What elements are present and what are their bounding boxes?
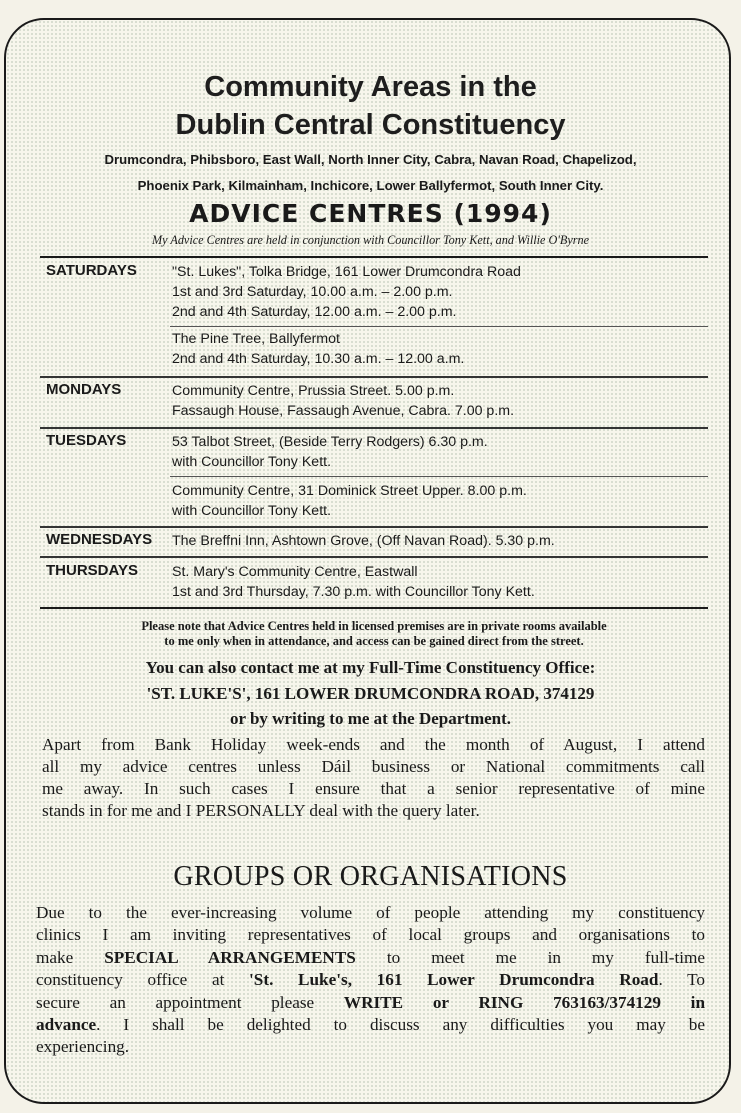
day-tuesdays: TUESDAYS [46,432,127,449]
write-or-ring-text: WRITE or RING 763163/374129 in [343,992,706,1012]
paragraph-line: stands in for me and I PERSONALLY deal with the query later. [42,801,480,820]
paragraph-line: Apart from Bank Holiday week-ends and the month of August, I attend [42,735,705,754]
text-run: . I shall be delighted to discuss any difficulties you may be [96,1014,705,1034]
text-run: . To [658,970,705,990]
entry-line: Fassaugh House, Fassaugh Avenue, Cabra. 7.00 p.m. [172,403,515,419]
paragraph-line [36,969,705,991]
text-run: make [36,947,74,967]
tuesdays-entry-2 [172,481,527,521]
title-line-2: Dublin Central Constituency [175,109,566,141]
entry-line: "St. Lukes", Tolka Bridge, 161 Lower Drumcondra Road [172,264,521,280]
paragraph-line [36,1014,705,1036]
saturdays-entry-1 [172,262,521,322]
entry-line: 2nd and 4th Saturday, 10.30 a.m. – 12.00 a.m. [172,351,465,367]
day-thursdays: THURSDAYS [46,562,138,579]
entry-line: 1st and 3rd Saturday, 10.00 a.m. – 2.00 p.m. [172,284,453,300]
entry-line: 2nd and 4th Saturday, 12.00 a.m. – 2.00 p.m. [172,304,457,320]
thursdays-entry [172,562,535,602]
groups-heading: GROUPS OR ORGANISATIONS [173,861,568,892]
entry-line: 1st and 3rd Thursday, 7.30 p.m. with Councillor Tony Kett. [172,584,535,600]
entry-line: Community Centre, Prussia Street. 5.00 p.m. [172,383,455,399]
office-address-text: 'St. Luke's, 161 Lower Drumcondra Road [249,970,659,990]
text-run: to meet me in my full-time [386,947,706,967]
advice-centres-heading: ADVICE CENTRES (1994) [189,199,552,228]
paragraph-line [36,992,705,1014]
special-arrangements-text: SPECIAL ARRANGEMENTS [104,947,356,967]
entry-line: St. Mary's Community Centre, Eastwall [172,564,418,580]
paragraph-line: Due to the ever-increasing volume of people attending my constituency [36,903,705,922]
entry-line: 53 Talbot Street, (Beside Terry Rodgers) 6.30 p.m. [172,434,488,450]
contact-line-3: or by writing to me at the Department. [229,709,512,728]
day-saturdays: SATURDAYS [46,262,137,279]
paragraph-line: clinics I am inviting representatives of local groups and organisations to [36,925,705,945]
contact-line-1: You can also contact me at my Full-Time Constituency Office: [145,658,596,677]
title-line-1: Community Areas in the [204,71,537,103]
saturdays-entry-2 [172,329,464,369]
notice-line: Please note that Advice Centres held in licensed premises are in private rooms available [141,619,607,633]
text-run: secure an appointment please [36,992,315,1012]
day-mondays: MONDAYS [46,381,122,398]
entry-line: The Pine Tree, Ballyfermot [172,331,340,347]
paragraph-line: me away. In such cases I ensure that a senior representative of mine [42,779,705,798]
day-divider [40,376,708,378]
row-divider [170,326,708,327]
entry-line: The Breffni Inn, Ashtown Grove, (Off Navan Road). 5.30 p.m. [172,533,555,549]
areas-line-1: Drumcondra, Phibsboro, East Wall, North Inner City, Cabra, Navan Road, Chapelizod, [104,152,637,167]
text-run: constituency office at [36,970,225,990]
day-wednesdays: WEDNESDAYS [46,531,153,548]
schedule-top-rule [40,256,708,258]
attendance-paragraph [42,734,705,822]
licensed-premises-notice [40,619,708,649]
mondays-entry [172,381,514,421]
entry-line: with Councillor Tony Kett. [172,454,332,470]
paragraph-line [36,947,705,969]
day-divider [40,526,708,528]
schedule-bottom-rule [40,607,708,609]
wednesdays-entry [172,531,555,551]
paragraph-line: experiencing. [36,1037,130,1057]
notice-line: to me only when in attendance, and access can be gained direct from the street. [164,634,584,648]
contact-line-2: 'ST. LUKE'S', 161 LOWER DRUMCONDRA ROAD, 374129 [146,684,595,703]
advice-note: My Advice Centres are held in conjunction with Councillor Tony Kett, and Willie O'Byrne [151,233,589,247]
entry-line: with Councillor Tony Kett. [172,503,332,519]
groups-paragraph [36,902,705,1059]
day-divider [40,556,708,558]
day-divider [40,427,708,429]
paragraph-line: all my advice centres unless Dáil business or National commitments call [42,757,705,776]
tuesdays-entry-1 [172,432,488,472]
advance-text: advance [36,1014,97,1034]
row-divider [170,476,708,477]
entry-line: Community Centre, 31 Dominick Street Upper. 8.00 p.m. [172,483,527,499]
areas-line-2: Phoenix Park, Kilmainham, Inchicore, Lower Ballyfermot, South Inner City. [137,178,604,193]
